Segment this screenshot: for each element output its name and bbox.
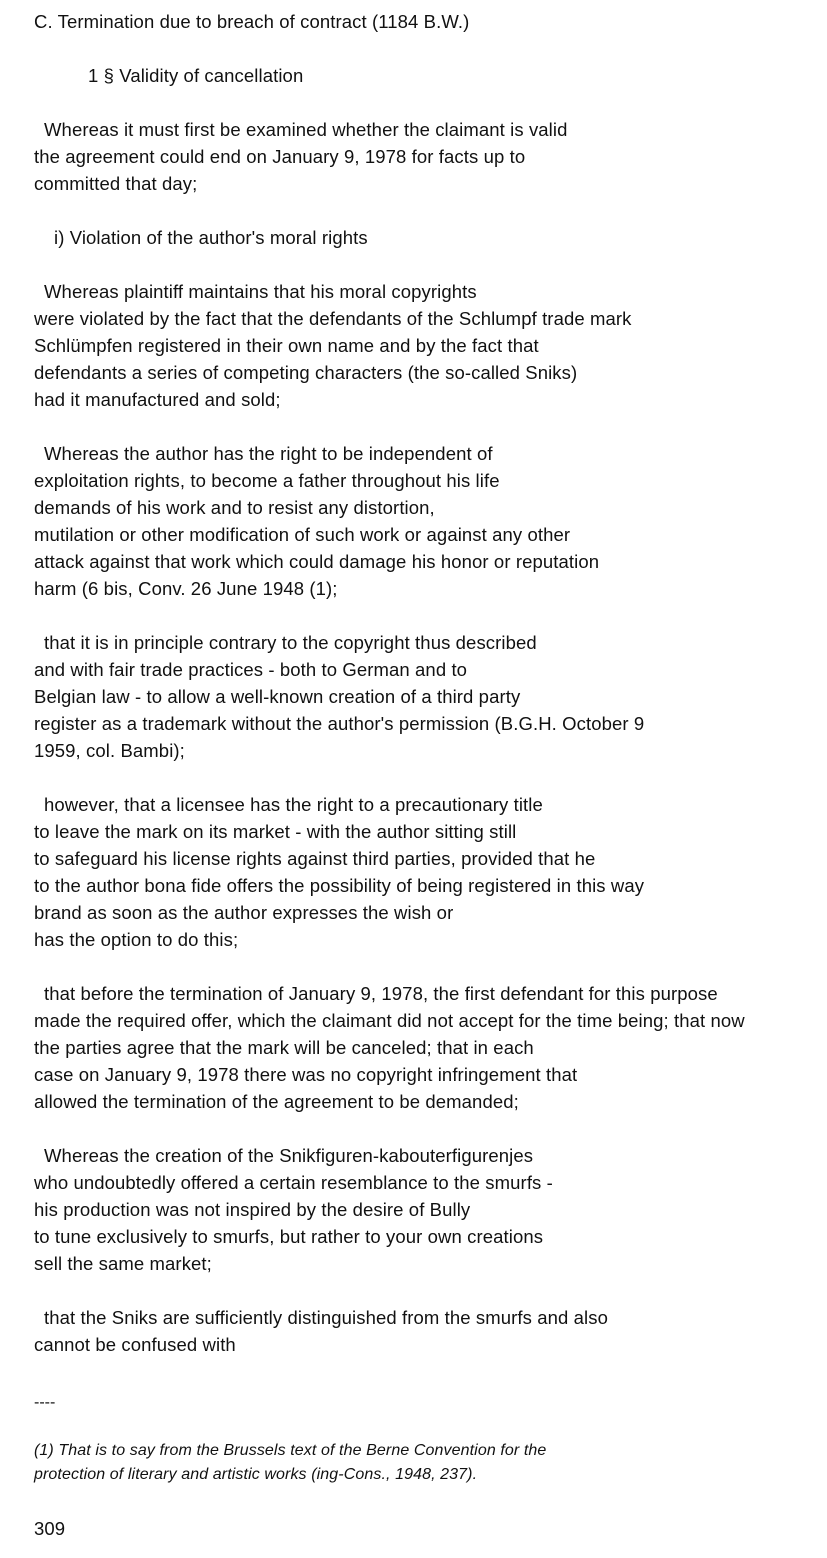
subheading: i) Violation of the author's moral rights — [54, 227, 368, 248]
text-line: made the required offer, which the claimant did not accept for the time being; that now — [34, 1010, 745, 1031]
text-line: harm (6 bis, Conv. 26 June 1948 (1); — [34, 578, 338, 599]
text-line: brand as soon as the author expresses the wish or — [34, 902, 454, 923]
text-line: Whereas the creation of the Snikfiguren-kabouterfigurenjes — [44, 1145, 534, 1166]
text-line: to tune exclusively to smurfs, but rather to your own creations — [34, 1226, 544, 1247]
paragraph-3 — [34, 440, 824, 602]
paragraph-5 — [34, 791, 824, 953]
text-line: allowed the termination of the agreement to be demanded; — [34, 1091, 519, 1112]
text-line: demands of his work and to resist any distortion, — [34, 497, 435, 518]
text-line: that the Sniks are sufficiently distinguished from the smurfs and also — [44, 1307, 608, 1328]
text-line: who undoubtedly offered a certain resemblance to the smurfs - — [34, 1172, 553, 1193]
text-line: 1959, col. Bambi); — [34, 740, 185, 761]
text-line: Schlümpfen registered in their own name and by the fact that — [34, 335, 539, 356]
footnote-line: (1) That is to say from the Brussels text of the Berne Convention for the — [34, 1442, 547, 1459]
text-line: to the author bona fide offers the possibility of being registered in this way — [34, 875, 645, 896]
text-line: committed that day; — [34, 173, 198, 194]
text-line: has the option to do this; — [34, 929, 239, 950]
text-line: exploitation rights, to become a father throughout his life — [34, 470, 500, 491]
text-line: Belgian law - to allow a well-known creation of a third party — [34, 686, 521, 707]
text-line: the parties agree that the mark will be canceled; that in each — [34, 1037, 534, 1058]
text-line: attack against that work which could damage his honor or reputation — [34, 551, 600, 572]
paragraph-8 — [34, 1304, 824, 1358]
text-line: Whereas the author has the right to be independent of — [44, 443, 493, 464]
text-line: to safeguard his license rights against third parties, provided that he — [34, 848, 596, 869]
page-number: 309 — [34, 1518, 66, 1539]
text-line: sell the same market; — [34, 1253, 212, 1274]
text-line: Whereas plaintiff maintains that his moral copyrights — [44, 281, 477, 302]
paragraph-6 — [34, 980, 824, 1115]
paragraph-2 — [34, 278, 824, 413]
section-heading: 1 § Validity of cancellation — [88, 65, 304, 86]
text-line: that before the termination of January 9, 1978, the first defendant for this purpose — [44, 983, 718, 1004]
text-line: case on January 9, 1978 there was no copyright infringement that — [34, 1064, 578, 1085]
heading: C. Termination due to breach of contract (1184 B.W.) — [34, 11, 470, 32]
document-page — [34, 8, 824, 1542]
text-line: had it manufactured and sold; — [34, 389, 281, 410]
text-line: cannot be confused with — [34, 1334, 236, 1355]
text-line: were violated by the fact that the defendants of the Schlumpf trade mark — [34, 308, 632, 329]
footnote — [34, 1439, 824, 1487]
text-line: to leave the mark on its market - with the author sitting still — [34, 821, 517, 842]
footnote-separator: ---- — [34, 1394, 56, 1411]
text-line: register as a trademark without the author's permission (B.G.H. October 9 — [34, 713, 645, 734]
text-line: his production was not inspired by the desire of Bully — [34, 1199, 471, 1220]
paragraph-7 — [34, 1142, 824, 1277]
text-line: Whereas it must first be examined whether the claimant is valid — [44, 119, 568, 140]
paragraph-1 — [34, 116, 824, 197]
footnote-line: protection of literary and artistic works (ing-Cons., 1948, 237). — [34, 1466, 478, 1483]
paragraph-4 — [34, 629, 824, 764]
text-line: defendants a series of competing characters (the so-called Sniks) — [34, 362, 578, 383]
text-line: however, that a licensee has the right to a precautionary title — [44, 794, 543, 815]
text-line: and with fair trade practices - both to German and to — [34, 659, 468, 680]
text-line: that it is in principle contrary to the copyright thus described — [44, 632, 537, 653]
text-line: mutilation or other modification of such work or against any other — [34, 524, 571, 545]
text-line: the agreement could end on January 9, 1978 for facts up to — [34, 146, 526, 167]
